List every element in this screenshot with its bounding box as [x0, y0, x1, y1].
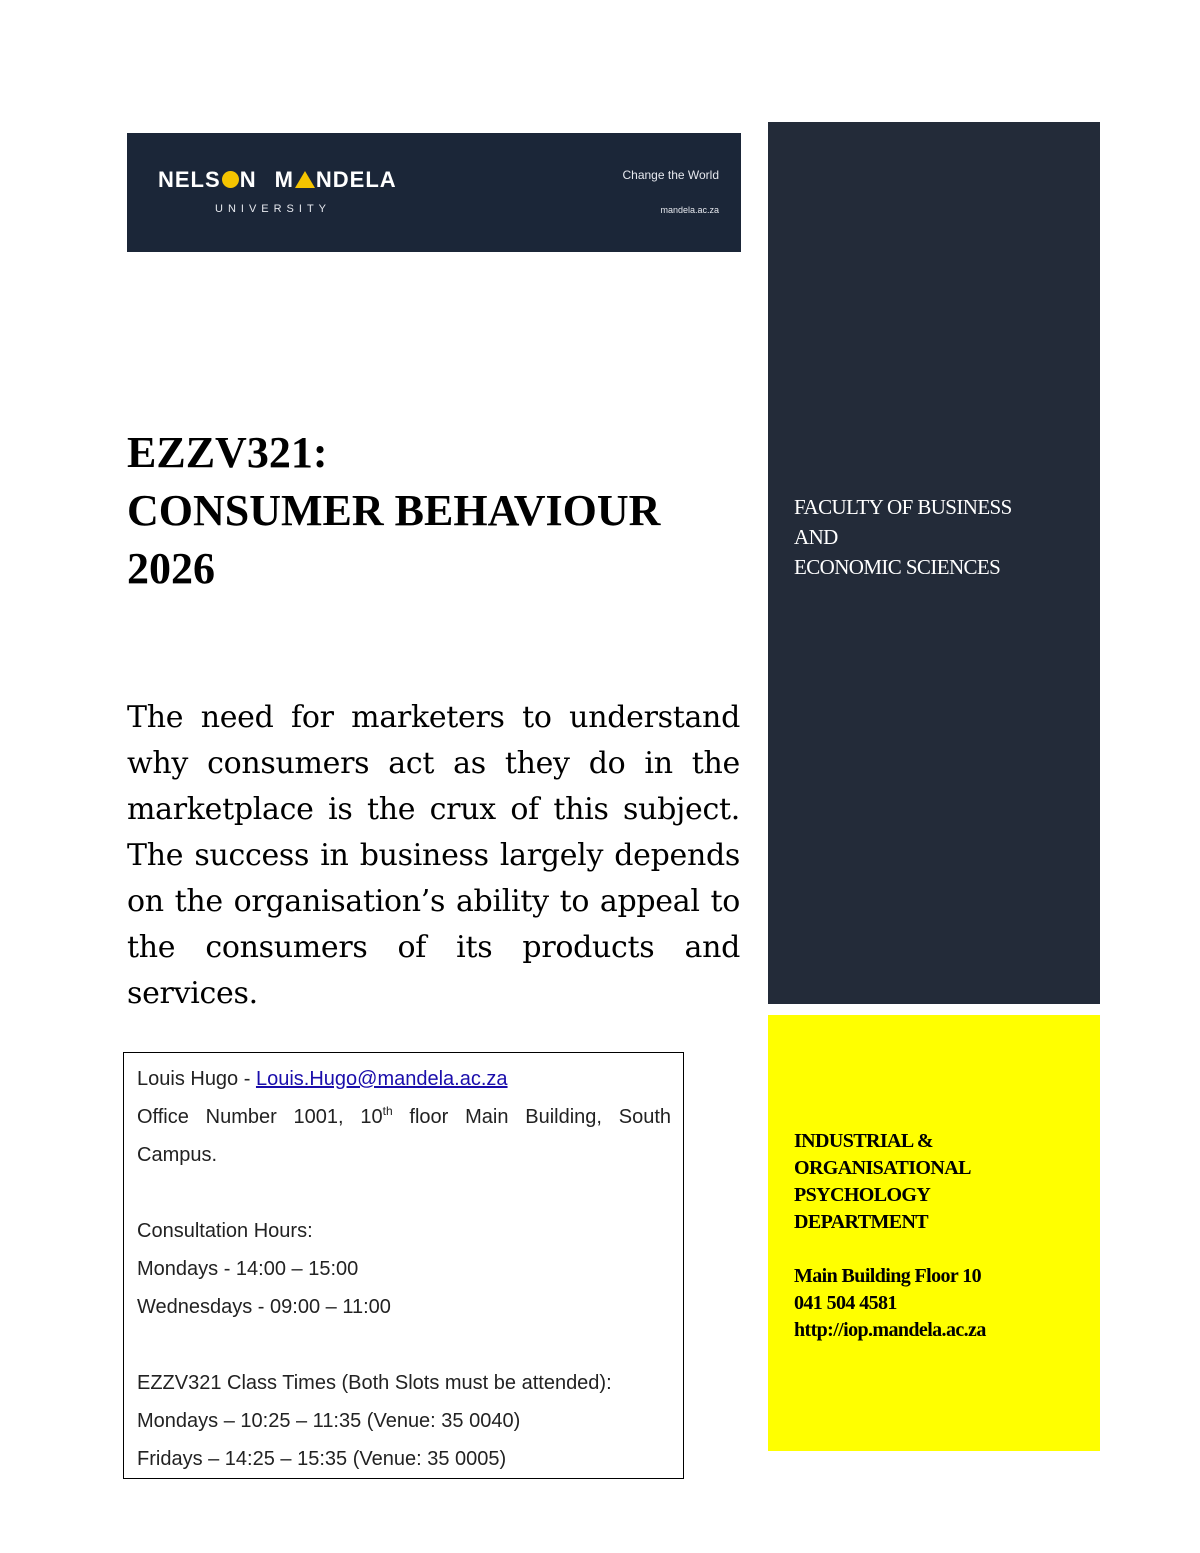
department-name-line: PSYCHOLOGY: [794, 1184, 931, 1206]
course-name: CONSUMER BEHAVIOUR: [127, 486, 661, 535]
document-title: [127, 424, 767, 598]
department-info: [794, 1128, 986, 1344]
lecturer-name: Louis Hugo -: [137, 1068, 256, 1090]
consultation-slot: Wednesdays - 09:00 – 11:00: [137, 1296, 391, 1318]
logo-triangle-icon: [295, 171, 315, 188]
department-name-line: INDUSTRIAL &: [794, 1130, 933, 1152]
department-name-line: ORGANISATIONAL: [794, 1157, 971, 1179]
class-slot: Mondays – 10:25 – 11:35 (Venue: 35 0040): [137, 1410, 521, 1432]
faculty-name: FACULTY OF BUSINESS AND ECONOMIC SCIENCES: [794, 495, 1012, 579]
department-phone: 041 504 4581: [794, 1292, 897, 1314]
logo-wordmark: [158, 167, 397, 193]
university-logo-banner: [127, 133, 741, 252]
consultation-slot: Mondays - 14:00 – 15:00: [137, 1258, 359, 1280]
lecturer-email-link[interactable]: Louis.Hugo@mandela.ac.za: [255, 1068, 508, 1090]
faculty-panel: [768, 122, 1100, 1004]
logo-tagline: Change the World: [622, 168, 719, 182]
logo-subtitle: UNIVERSITY: [215, 203, 332, 215]
lecturer-line: [137, 1060, 671, 1098]
consultation-heading: Consultation Hours:: [137, 1220, 313, 1242]
class-times-heading: EZZV321 Class Times (Both Slots must be attended):: [137, 1372, 612, 1394]
department-address: Main Building Floor 10: [794, 1265, 982, 1287]
course-year: 2026: [127, 544, 215, 593]
logo-word-nelson: NELS N: [158, 167, 257, 192]
department-website[interactable]: http://iop.mandela.ac.za: [794, 1319, 986, 1341]
course-introduction: The need for marketers to understand why consumers act as they do in the marketplace is the crux of this subject. The success in business largely depends on the organisation’s ability to appeal to the consumers of its products and services.: [127, 700, 740, 1011]
logo-url: mandela.ac.za: [660, 205, 719, 215]
department-panel: [768, 1015, 1100, 1451]
course-code: EZZV321:: [127, 428, 328, 477]
class-slot: Fridays – 14:25 – 15:35 (Venue: 35 0005): [137, 1448, 507, 1470]
department-name-line: DEPARTMENT: [794, 1211, 929, 1233]
contact-details-box: [123, 1052, 684, 1479]
logo-sun-icon: [222, 171, 239, 188]
logo-word-mandela: M NDELA: [274, 167, 397, 192]
office-location: Office Number 1001, 10th floor Main Building, South Campus.: [137, 1104, 671, 1166]
